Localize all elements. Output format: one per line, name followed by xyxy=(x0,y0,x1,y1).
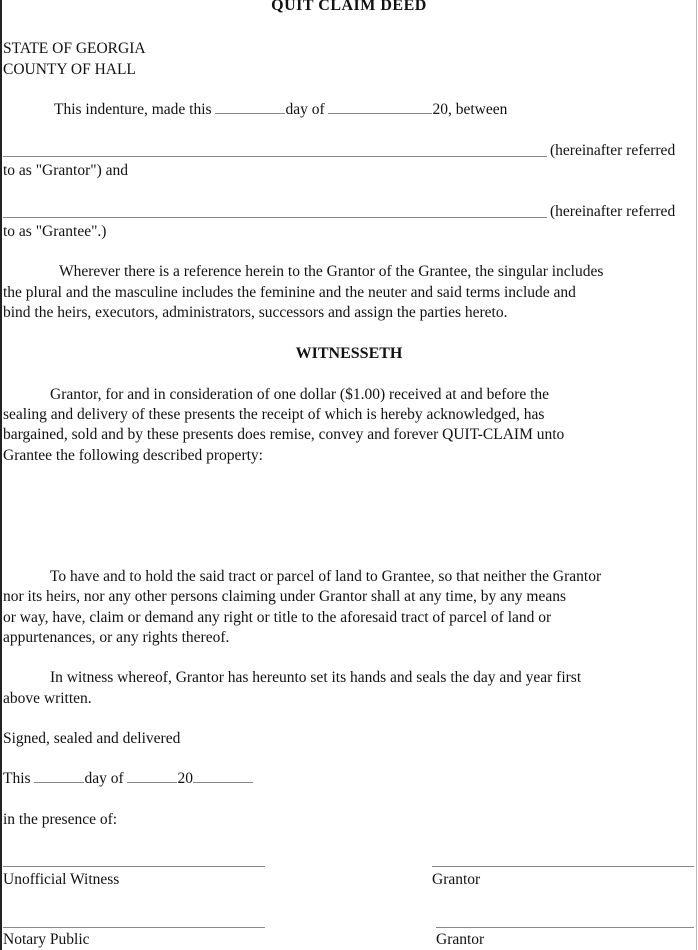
signed-sealed-delivered: Signed, sealed and delivered xyxy=(3,730,181,747)
date-line xyxy=(3,769,253,789)
document-title: QUIT CLAIM DEED xyxy=(271,0,427,14)
grantee-referred: (hereinafter referred xyxy=(550,203,676,220)
indenture-year-between: 20, between xyxy=(432,101,508,118)
state-heading: STATE OF GEORGIA xyxy=(3,40,146,57)
date-year-blank[interactable] xyxy=(193,769,253,783)
consideration-line-4: Grantee the following described property: xyxy=(3,447,263,464)
reference-paragraph-line-2: the plural and the masculine includes the feminine and the neuter and said terms include and xyxy=(3,284,576,301)
consideration-line-3: bargained, sold and by these presents does remise, convey and forever QUIT-CLAIM unto xyxy=(3,426,565,443)
grantor-referred: (hereinafter referred xyxy=(550,142,676,159)
grantor-label-1: Grantor xyxy=(432,871,481,888)
grantee-continuation: to as "Grantee".) xyxy=(3,223,107,240)
grantor-name-blank[interactable] xyxy=(3,156,547,157)
date-month-blank[interactable] xyxy=(127,769,177,783)
witness-line-1: In witness whereof, Grantor has hereunto set its hands and seals the day and year first xyxy=(50,669,582,686)
indenture-day-of: day of xyxy=(285,101,325,118)
date-year: 20 xyxy=(177,770,193,787)
date-this: This xyxy=(3,770,31,787)
notary-public-label: Notary Public xyxy=(3,931,90,948)
grantee-name-blank[interactable] xyxy=(3,217,547,218)
notary-signature-line[interactable] xyxy=(3,927,265,928)
grantor-signature-line-1[interactable] xyxy=(432,866,694,867)
unofficial-witness-signature-line[interactable] xyxy=(3,866,265,867)
page-right-border xyxy=(696,0,697,950)
page-left-border xyxy=(0,0,2,950)
habendum-line-1: To have and to hold the said tract or parcel of land to Grantee, so that neither the Grantor xyxy=(50,568,602,585)
grantor-continuation: to as "Grantor") and xyxy=(3,162,128,179)
habendum-line-3: or way, have, claim or demand any right or title to the aforesaid tract of parcel of land or xyxy=(3,609,552,626)
consideration-line-2: sealing and delivery of these presents the receipt of which is hereby acknowledged, has xyxy=(3,406,545,423)
indenture-prefix: This indenture, made this xyxy=(54,101,212,118)
grantor-signature-line-2[interactable] xyxy=(436,927,694,928)
consideration-line-1: Grantor, for and in consideration of one dollar ($1.00) received at and before the xyxy=(50,386,550,403)
month-blank[interactable] xyxy=(328,100,432,114)
grantor-label-2: Grantor xyxy=(436,931,485,948)
reference-paragraph-line-1: Wherever there is a reference herein to the Grantor of the Grantee, the singular includes xyxy=(59,263,604,280)
indenture-line xyxy=(54,100,507,120)
date-day-of: day of xyxy=(84,770,124,787)
unofficial-witness-label: Unofficial Witness xyxy=(3,871,120,888)
witnesseth-heading: WITNESSETH xyxy=(295,345,403,362)
county-heading: COUNTY OF HALL xyxy=(3,61,136,78)
day-blank[interactable] xyxy=(215,100,285,114)
witness-line-2: above written. xyxy=(3,690,92,707)
habendum-line-2: nor its heirs, nor any other persons claiming under Grantor shall at any time, by any means xyxy=(3,588,567,605)
habendum-line-4: appurtenances, or any rights thereof. xyxy=(3,629,230,646)
date-day-blank[interactable] xyxy=(34,769,84,783)
reference-paragraph-line-3: bind the heirs, executors, administrators, successors and assign the parties hereto. xyxy=(3,304,508,321)
presence-line: in the presence of: xyxy=(3,811,118,828)
